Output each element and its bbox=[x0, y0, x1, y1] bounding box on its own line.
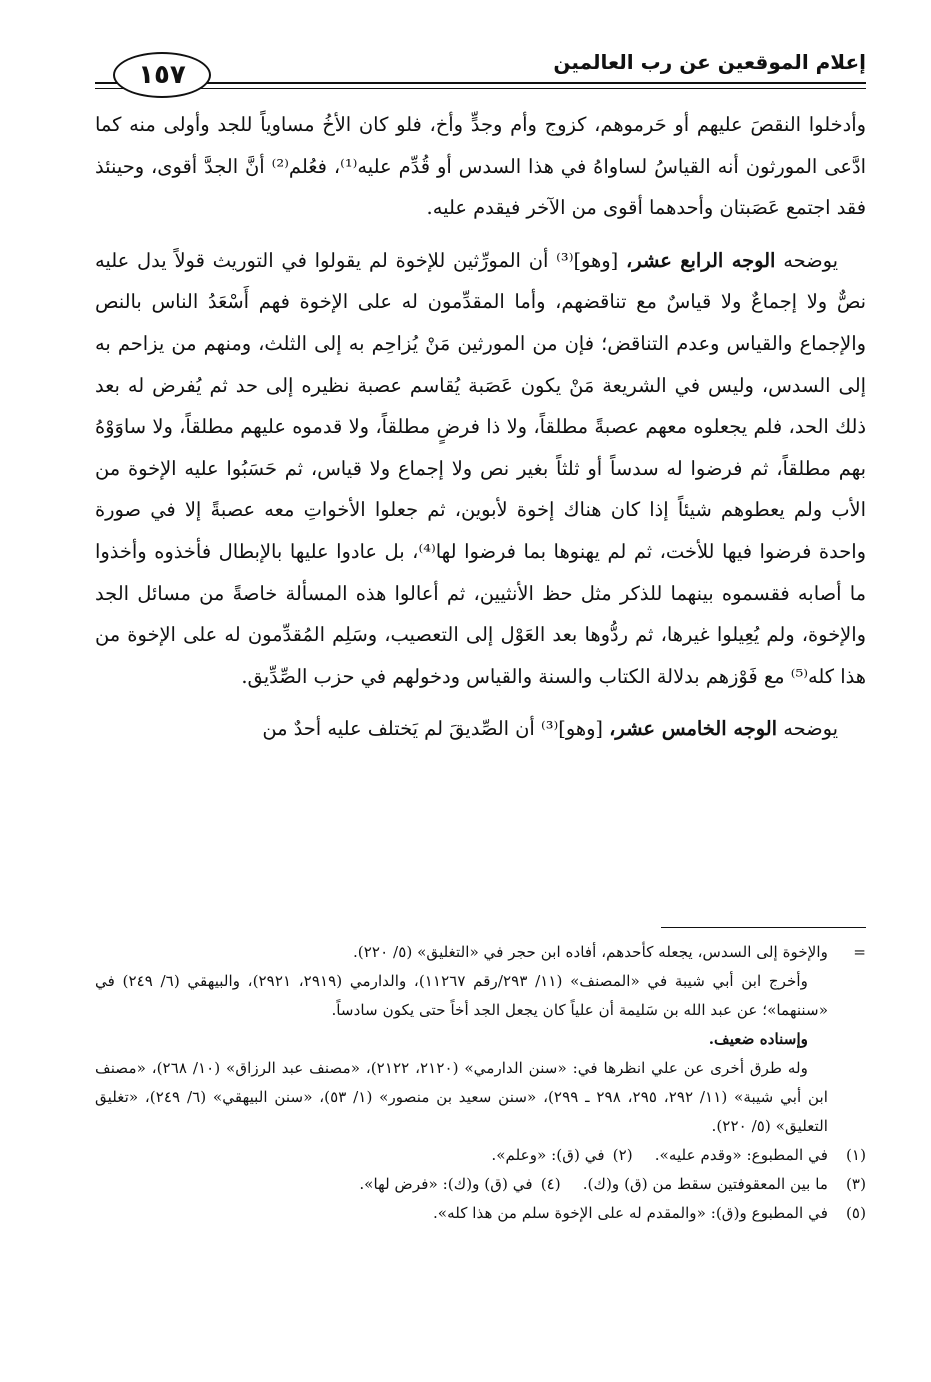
footnote-3-text: ما بين المعقوفتين سقط من (ق) و(ك). bbox=[582, 1175, 828, 1193]
footnote-takhrij: وأخرج ابن أبي شيبة في «المصنف» (١١/ ٢٩٣/رقم ١١٢٦٧)، والدارمي (٢٩١٩، ٢٩٢١)، والبيهقي (٦/ ٢٤٩) في «سننهما»؛ عن عبد الله بن سَليمة أن علياً كان يجعل الجد أخاً حتى يكون سادساً. bbox=[95, 972, 828, 1019]
footnote-5-number: (٥) bbox=[845, 1204, 866, 1222]
footnote-4 bbox=[359, 1170, 560, 1199]
paragraph-2-lead: يوضحه bbox=[783, 248, 839, 272]
paragraph-3-text: [وهو]⁽³⁾ أن الصِّديقَ لم يَختلف عليه أحدٌ من bbox=[262, 717, 603, 741]
footnote-separator bbox=[661, 927, 866, 928]
page-number: ١٥٧ bbox=[113, 52, 211, 98]
footnote-isnad: وإسناده ضعيف. bbox=[708, 1030, 808, 1048]
paragraph-2-text: [وهو]⁽³⁾ أن المورِّثين للإخوة لم يقولوا في التوريث قولاً يدل عليه نصٌّ ولا إجماعٌ ولا قياسٌ مع تناقضهم، وأما المقدِّمون له على الإخوة فهم أَسْعَدُ الناس بالنص والإجماع والقياس وعدم التناقض؛ فإن من المورثين مَنْ يُزاحِم به إلى الثلث، ومنهم من يزاحم به إلى السدس، وليس في الشريعة مَنْ يكون عَصَبة يُقاسم عصبة نظيره إلى حد ثم يُفرض له بعد ذلك الحد، فلم يجعلوه معهم عصبةً مطلقاً، ولا ذا فرضٍ مطلقاً، ولا قدموه عليهم مطلقاً، ولا ساوَوْهُ بهم مطلقاً، ثم فرضوا له سدساً أو ثلثاً بغير نص ولا إجماع ولا قياس، ثم حَسَبُوا عليه الإخوة من الأب ولم يعطوهم شيئاً إذا كان هناك إخوة لأبوين، ثم جعلوا الأخواتِ معه عصبةً إلا في صورة واحدة فرضوا فيها للأخت، ثم لم يهنوها بما فرضوا لها⁽⁴⁾، بل عادوا عليها بالإبطال فأخذوه وأخذوا ما أصابه فقسموه بينهما للذكر مثل حظ الأنثيين، ثم أعالوا هذه المسألة خاصةً من مسائل الجد والإخوة، ولم يُعِيلوا غيرها، ثم ردُّوها بعد العَوْل إلى التعصيب، وسَلِم المُقدِّمون له على الإخوة من هذا كله⁽⁵⁾ مع فَوْزهم بدلالة الكتاب والسنة والقياس ودخولهم في حزب الصِّدِّيق. bbox=[95, 248, 866, 688]
heading-fifteenth-aspect: الوجه الخامس عشر، bbox=[609, 717, 778, 741]
footnote-turuq: وله طرق أخرى عن علي انظرها في: «سنن الدارمي» (٢١٢٠، ٢١٢٢)، «مصنف عبد الرزاق» (١٠/ ٢٦٨)، «مصنف ابن أبي شيبة» (١١/ ٢٩٢، ٢٩٥، ٢٩٨ ـ ٢٩٩)، «سنن سعيد بن منصور» (١/ ٥٣)، «سنن البيهقي» (٦/ ٢٤٩)، «تغليق التعليق» (٥/ ٢٢٠). bbox=[95, 1059, 829, 1135]
paragraph-1: وأدخلوا النقصَ عليهم أو حَرموهم، كزوج وأم وجدٍّ وأخ، فلو كان الأخُ مساوياً للجد وأولى منه كما ادَّعى المورثون أنه القياسُ لساواهُ في هذا السدس أو قُدِّم عليه⁽¹⁾، فعُلم⁽²⁾ أنَّ الجدَّ أقوى، وحينئذ فقد اجتمع عَصَبتان وأحدهما أقوى من الآخر فيقدم عليه. bbox=[95, 113, 866, 220]
header-rule-thin bbox=[95, 88, 866, 89]
paragraph-3 bbox=[95, 708, 866, 750]
main-text bbox=[95, 104, 866, 761]
header-rule bbox=[95, 82, 866, 84]
heading-fourteenth-aspect: الوجه الرابع عشر، bbox=[626, 248, 776, 272]
running-title: إعلام الموقعين عن رب العالمين bbox=[553, 50, 866, 74]
footnote-1-number: (١) bbox=[845, 1146, 866, 1164]
footnote-1-text: في المطبوع: «وقدم عليه». bbox=[654, 1146, 828, 1164]
continuation-marker: = bbox=[853, 943, 866, 961]
footnote-row-5 bbox=[95, 1199, 866, 1228]
footnotes bbox=[95, 938, 866, 1228]
footnote-continuation bbox=[95, 938, 866, 967]
paragraph-2 bbox=[95, 240, 866, 698]
footnote-2 bbox=[491, 1141, 632, 1170]
footnote-row-1-2 bbox=[95, 1141, 866, 1170]
footnote-4-text: في (ق) و(ك): «فرض لها». bbox=[359, 1175, 533, 1193]
page-header bbox=[95, 44, 866, 98]
footnote-3-number: (٣) bbox=[845, 1175, 866, 1193]
continuation-text: والإخوة إلى السدس، يجعله كأحدهم، أفاده ابن حجر في «التغليق» (٥/ ٢٢٠). bbox=[352, 943, 828, 961]
footnote-2-number: (٢) bbox=[612, 1146, 633, 1164]
paragraph-3-lead: يوضحه bbox=[783, 717, 838, 741]
footnote-2-text: في (ق): «وعلم». bbox=[491, 1146, 605, 1164]
footnote-row-3-4 bbox=[95, 1170, 866, 1199]
footnote-5-text: في المطبوع و(ق): «والمقدم له على الإخوة سلم من هذا كله». bbox=[432, 1204, 828, 1222]
footnote-4-number: (٤) bbox=[540, 1175, 561, 1193]
